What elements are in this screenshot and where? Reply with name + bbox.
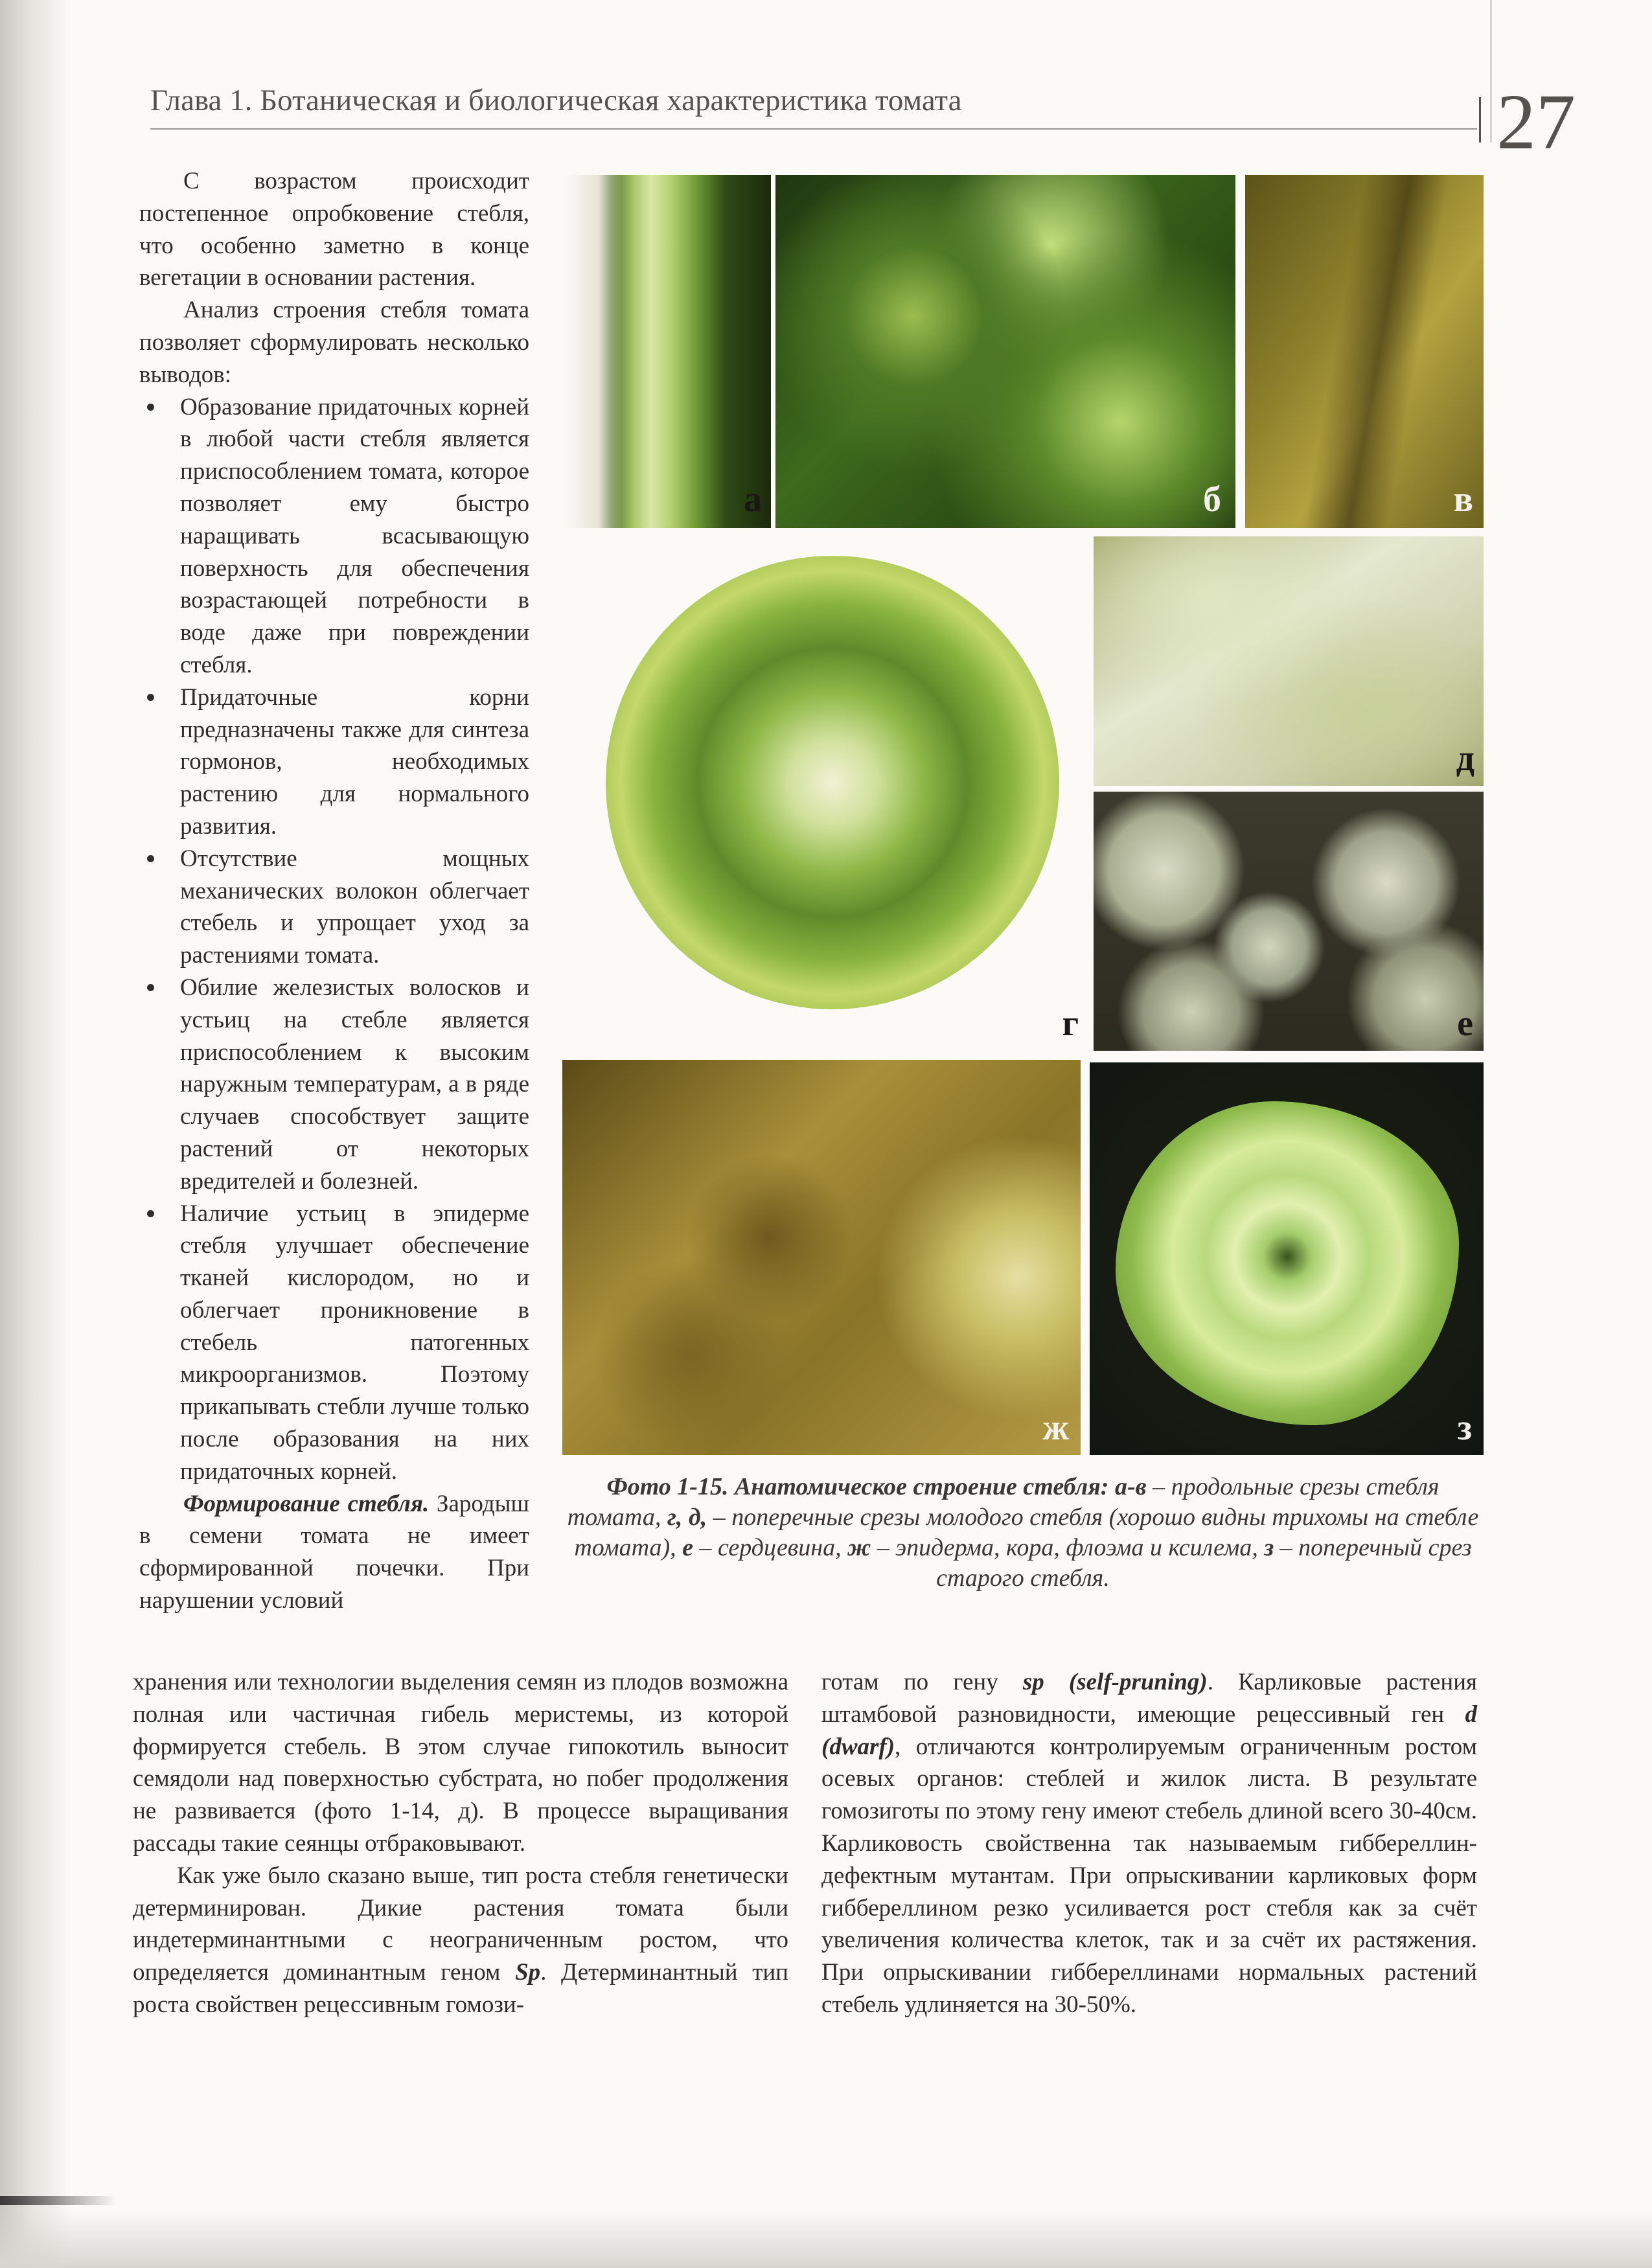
list-item: Отсутствие мощных механических волокон облегчает стебель и упрощает уход за растениями томата. — [139, 843, 529, 972]
bottom-left-column — [133, 1666, 788, 2021]
photo-label-zh: ж — [1042, 1408, 1069, 1448]
photo-e-pith — [1094, 792, 1484, 1051]
paragraph-growth-type: Как уже было сказано выше, тип роста стебля генетически детерминирован. Дикие растения томата были индетерминантными с неограниченным ростом, что определяется доминантным геном Sp. Детерминантный тип роста свойствен рецессивным гомози- — [133, 1862, 788, 2018]
paragraph-meristem: хранения или технологии выделения семян из плодов возможна полная или частичная гибель меристемы, из которой формируется стебель. В этом случае гипокотиль выносит семядоли над поверхностью субстрата, но побег продолжения не развивается (фото 1-14, д). В процессе выращивания рассады такие сеянцы отбраковывают. — [133, 1669, 788, 1857]
conclusions-list — [139, 391, 529, 1488]
photo-label-e: е — [1457, 1003, 1473, 1044]
photo-label-b: б — [1203, 479, 1221, 520]
subheading: Формирование стебля. — [183, 1490, 430, 1517]
list-item: Придаточные корни предназначены также для синтеза гормонов, необходимых растению для нормального развития. — [139, 682, 529, 843]
photo-v-longitudinal-section — [1245, 175, 1484, 528]
photo-g-cross-section — [570, 536, 1085, 1048]
bottom-right-column — [821, 1666, 1477, 2021]
list-item: Образование придаточных корней в любой части стебля является приспособлением томата, которое позволяет ему быстро наращивать всасывающую поверхность для обеспечения возрастающей потребности в воде даже при повреждении стебля. — [139, 391, 529, 682]
page-number: 27 — [1497, 78, 1576, 166]
left-text-column — [139, 165, 529, 1617]
list-item: Обилие железистых волосков и устьиц на стебле является приспособлением к высоким наружным температурам, а в ряде случаев способствует защите растений от некоторых вредителей и болезней. — [139, 972, 529, 1198]
photo-label-a: а — [744, 479, 762, 520]
bullet-icon — [147, 984, 154, 991]
photo-a-longitudinal-section — [564, 175, 771, 528]
list-item: Наличие устьиц в эпидерме стебля улучшает обеспечение тканей кислородом, но и облегчает проникновение в стебель патогенных микроорганизмов. Поэтому прикапывать стебли лучше только после образования на них придаточных корней. — [139, 1198, 529, 1488]
photo-label-d: д — [1456, 739, 1474, 779]
photo-caption: Фото 1-15. Анатомическое строение стебля: а-в – продольные срезы стебля томата, г, д, – поперечные срезы молодого стебля (хорошо видны трихомы на стебле томата), е – сердцевина, ж – эпидерма, кора, флоэма и ксилема, з – поперечный срез старого стебля. — [567, 1473, 1479, 1592]
photo-zh-epidermis — [562, 1060, 1081, 1455]
photo-z-old-stem-section — [1090, 1062, 1484, 1455]
photo-d-cross-section — [1094, 536, 1484, 786]
scan-bottom-mark — [0, 2196, 117, 2205]
header-rule — [150, 128, 1477, 130]
photo-label-z: з — [1457, 1408, 1472, 1448]
bullet-icon — [147, 694, 154, 701]
photo-label-g: г — [1062, 1003, 1079, 1044]
scan-bottom-shadow — [0, 2210, 1652, 2268]
paragraph-stem-formation: Формирование стебля. Зародыш в семени томата не имеет сформированной почечки. При нарушении условий — [139, 1490, 529, 1614]
paragraph-corking: С возрастом происходит постепенное опробковение стебля, что особенно заметно в конце вегетации в основании растения. — [139, 168, 529, 292]
chapter-header: Глава 1. Ботаническая и биологическая характеристика томата — [150, 84, 962, 117]
caption-title: Фото 1-15. Анатомическое строение стебля: — [606, 1473, 1109, 1500]
scan-crease — [1490, 0, 1492, 143]
photo-b-longitudinal-section — [775, 175, 1235, 528]
bullet-icon — [147, 404, 154, 411]
header-divider — [1479, 97, 1481, 143]
paragraph-analysis: Анализ строения стебля томата позволяет сформулировать несколько выводов: — [139, 297, 529, 388]
scan-edge-shadow — [0, 0, 71, 2268]
photo-label-v: в — [1453, 479, 1473, 520]
bullet-icon — [147, 1210, 154, 1217]
paragraph-dwarfism: готам по гену sp (self-pruning). Карликовые растения штамбовой разновидности, имеющие рецессивный ген d (dwarf), отличаются контролируемым ограниченным ростом осевых органов: стеблей и жилок листа. В результате гомозиготы по этому гену имеют стебель длиной всего 30-40см. Карликовость свойственна так называемым гиббереллин-дефектным мутантам. При опрыскивании карликовых форм гиббереллином резко усиливается рост стебля как за счёт увеличения количества клеток, так и за счёт их растяжения. При опрыскивании гиббереллинами нормальных растений стебель удлиняется на 30-50%. — [821, 1669, 1478, 2018]
bullet-icon — [147, 855, 154, 862]
